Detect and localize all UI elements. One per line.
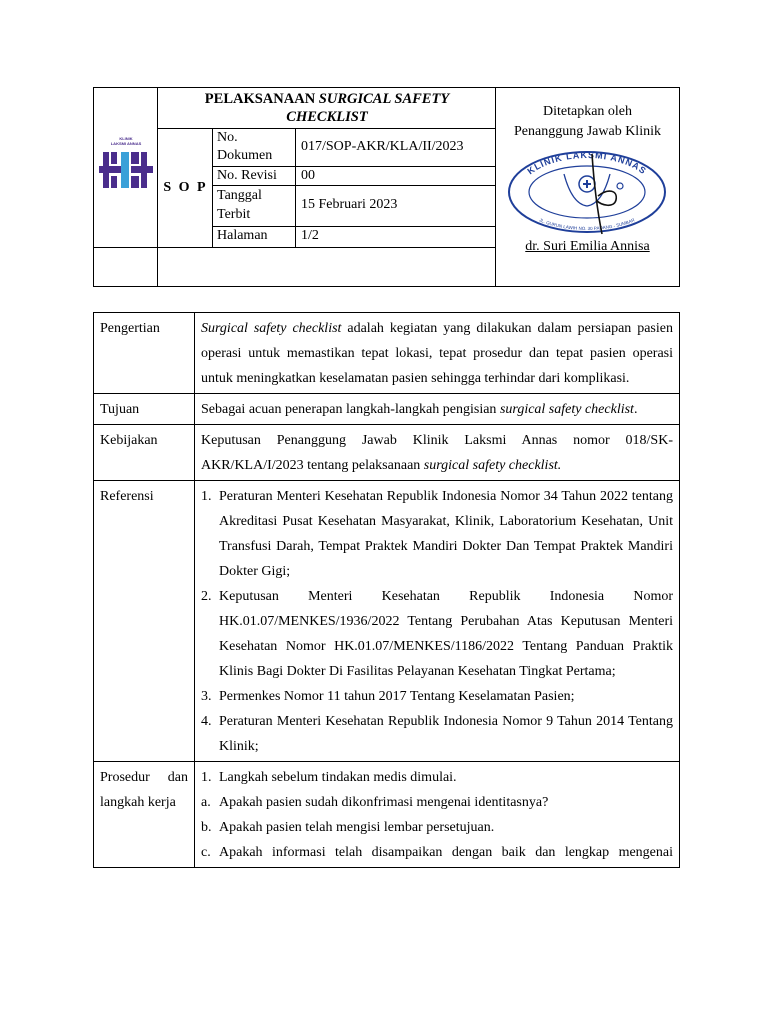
ref-2-text: Keputusan Menteri Kesehatan Republik Indonesia Nomor HK.01.07/MENKES/1936/2022 Tentang Perubahan Atas Keputusan Menteri Kesehatan Nomor HK.01.07/MENKES/1186/2022 Tentang Panduan Praktik Klinis Bagi Dokter Di Fasilitas Pelayanan Kesehatan Tingkat Pertama;	[219, 589, 673, 679]
list-item	[201, 840, 673, 865]
kebijakan-text: Keputusan Penanggung Jawab Klinik Laksmi Annas nomor 018/SK-AKR/KLA/I/2023 tentang pelaksanaan	[201, 433, 673, 473]
step-1-num: 1.	[201, 770, 212, 785]
row-kebijakan	[94, 425, 680, 481]
value-tujuan	[195, 394, 680, 425]
pengertian-text: adalah kegiatan yang dilakukan dalam persiapan pasien operasi untuk memastikan tepat lokasi, tepat prosedur dan tepat pasien operasi untuk meningkatkan keselamatan pasien sehingga terhindar dari komplikasi.	[201, 321, 673, 386]
clinic-logo-icon	[99, 150, 153, 190]
step-b-num: b.	[201, 820, 212, 835]
value-prosedur	[195, 762, 680, 868]
title-italic: SURGICAL SAFETY	[318, 91, 450, 107]
approved-role: Penanggung Jawab Klinik	[514, 124, 661, 139]
label-pengertian: Pengertian	[94, 313, 195, 394]
row-prosedur	[94, 762, 680, 868]
ref-1-num: 1.	[201, 489, 212, 504]
tujuan-end: .	[633, 402, 638, 417]
revision-row	[213, 166, 496, 185]
label-tujuan: Tujuan	[94, 394, 195, 425]
logo-text-line1: KLINIK	[119, 136, 133, 141]
ref-2-num: 2.	[201, 589, 212, 604]
doc-number-key-2: Dokumen	[217, 148, 273, 163]
page-value: 1/2	[301, 228, 319, 243]
label-referensi: Referensi	[94, 481, 195, 762]
tujuan-text: Sebagai acuan penerapan langkah-langkah pengisian	[201, 402, 500, 417]
step-a-text: Apakah pasien sudah dikonfrimasi mengenai identitasnya?	[219, 795, 549, 810]
ref-3-num: 3.	[201, 689, 212, 704]
list-item	[201, 684, 673, 709]
clinic-logo	[94, 88, 158, 248]
step-c-num: c.	[201, 845, 211, 860]
clinic-stamp-icon	[502, 144, 672, 236]
label-prosedur	[94, 762, 195, 868]
list-item	[201, 484, 673, 584]
signer-name: dr. Suri Emilia Annisa	[525, 239, 650, 254]
issue-date-key-1: Tanggal	[217, 188, 262, 203]
list-item	[201, 815, 673, 840]
ref-4-text: Peraturan Menteri Kesehatan Republik Indonesia Nomor 9 Tahun 2014 Tentang Klinik;	[219, 714, 673, 754]
svg-text:KLINIK LAKSMI ANNAS	[525, 150, 648, 176]
list-item	[201, 765, 673, 790]
title-plain: PELAKSANAAN	[204, 91, 319, 107]
pengertian-italic: Surgical safety checklist	[201, 321, 342, 336]
step-b-text: Apakah pasien telah mengisi lembar persetujuan.	[219, 820, 495, 835]
doc-number-key-1: No.	[217, 130, 238, 145]
step-a-num: a.	[201, 795, 211, 810]
list-item	[201, 790, 673, 815]
page-row	[213, 226, 496, 247]
row-referensi	[94, 481, 680, 762]
ref-3-text: Permenkes Nomor 11 tahun 2017 Tentang Keselamatan Pasien;	[219, 689, 575, 704]
sop-label: S O P	[163, 180, 208, 195]
step-1-text: Langkah sebelum tindakan medis dimulai.	[219, 770, 457, 785]
row-pengertian	[94, 313, 680, 394]
label-kebijakan: Kebijakan	[94, 425, 195, 481]
approval-block	[496, 88, 679, 286]
ref-4-num: 4.	[201, 714, 212, 729]
sop-content-table	[93, 312, 680, 868]
value-pengertian	[195, 313, 680, 394]
issue-date-row	[213, 185, 496, 226]
issue-date-value: 15 Februari 2023	[301, 197, 398, 212]
title-line2: CHECKLIST	[286, 109, 368, 125]
ref-1-text: Peraturan Menteri Kesehatan Republik Indonesia Nomor 34 Tahun 2022 tentang Akreditasi Pusat Kesehatan Masyarakat, Klinik, Laboratorium Kesehatan, Unit Transfusi Darah, Tempat Praktek Mandiri Dokter Dan Tempat Praktek Mandiri Dokter Gigi;	[219, 489, 673, 579]
sop-header-table	[93, 87, 680, 287]
doc-number-value: 017/SOP-AKR/KLA/II/2023	[301, 139, 464, 154]
revision-key: No. Revisi	[217, 168, 277, 183]
approved-by-label: Ditetapkan oleh	[542, 104, 633, 119]
value-kebijakan	[195, 425, 680, 481]
tujuan-italic: surgical safety checklist	[499, 402, 634, 417]
document-title	[158, 88, 496, 128]
page-key: Halaman	[217, 228, 268, 243]
stamp-text-bottom: JL. GURUN LAWIH NO. 30 PADANG - SUMBAR	[538, 217, 636, 232]
step-c-text: Apakah informasi telah disampaikan dengan baik dan lengkap mengenai	[219, 845, 673, 860]
prosedur-label-1: Prosedur dan	[100, 770, 188, 785]
list-item	[201, 584, 673, 684]
value-referensi	[195, 481, 680, 762]
stamp-text-top: KLINIK LAKSMI ANNAS	[525, 149, 649, 177]
doc-number-row	[213, 128, 496, 166]
logo-text-line2: LAKSMI ANNAS	[110, 141, 142, 146]
kebijakan-italic: surgical safety checklist.	[423, 458, 562, 473]
row-tujuan	[94, 394, 680, 425]
revision-value: 00	[301, 168, 315, 183]
prosedur-label-2: langkah kerja	[100, 795, 176, 810]
list-item	[201, 709, 673, 759]
issue-date-key-2: Terbit	[217, 207, 251, 222]
